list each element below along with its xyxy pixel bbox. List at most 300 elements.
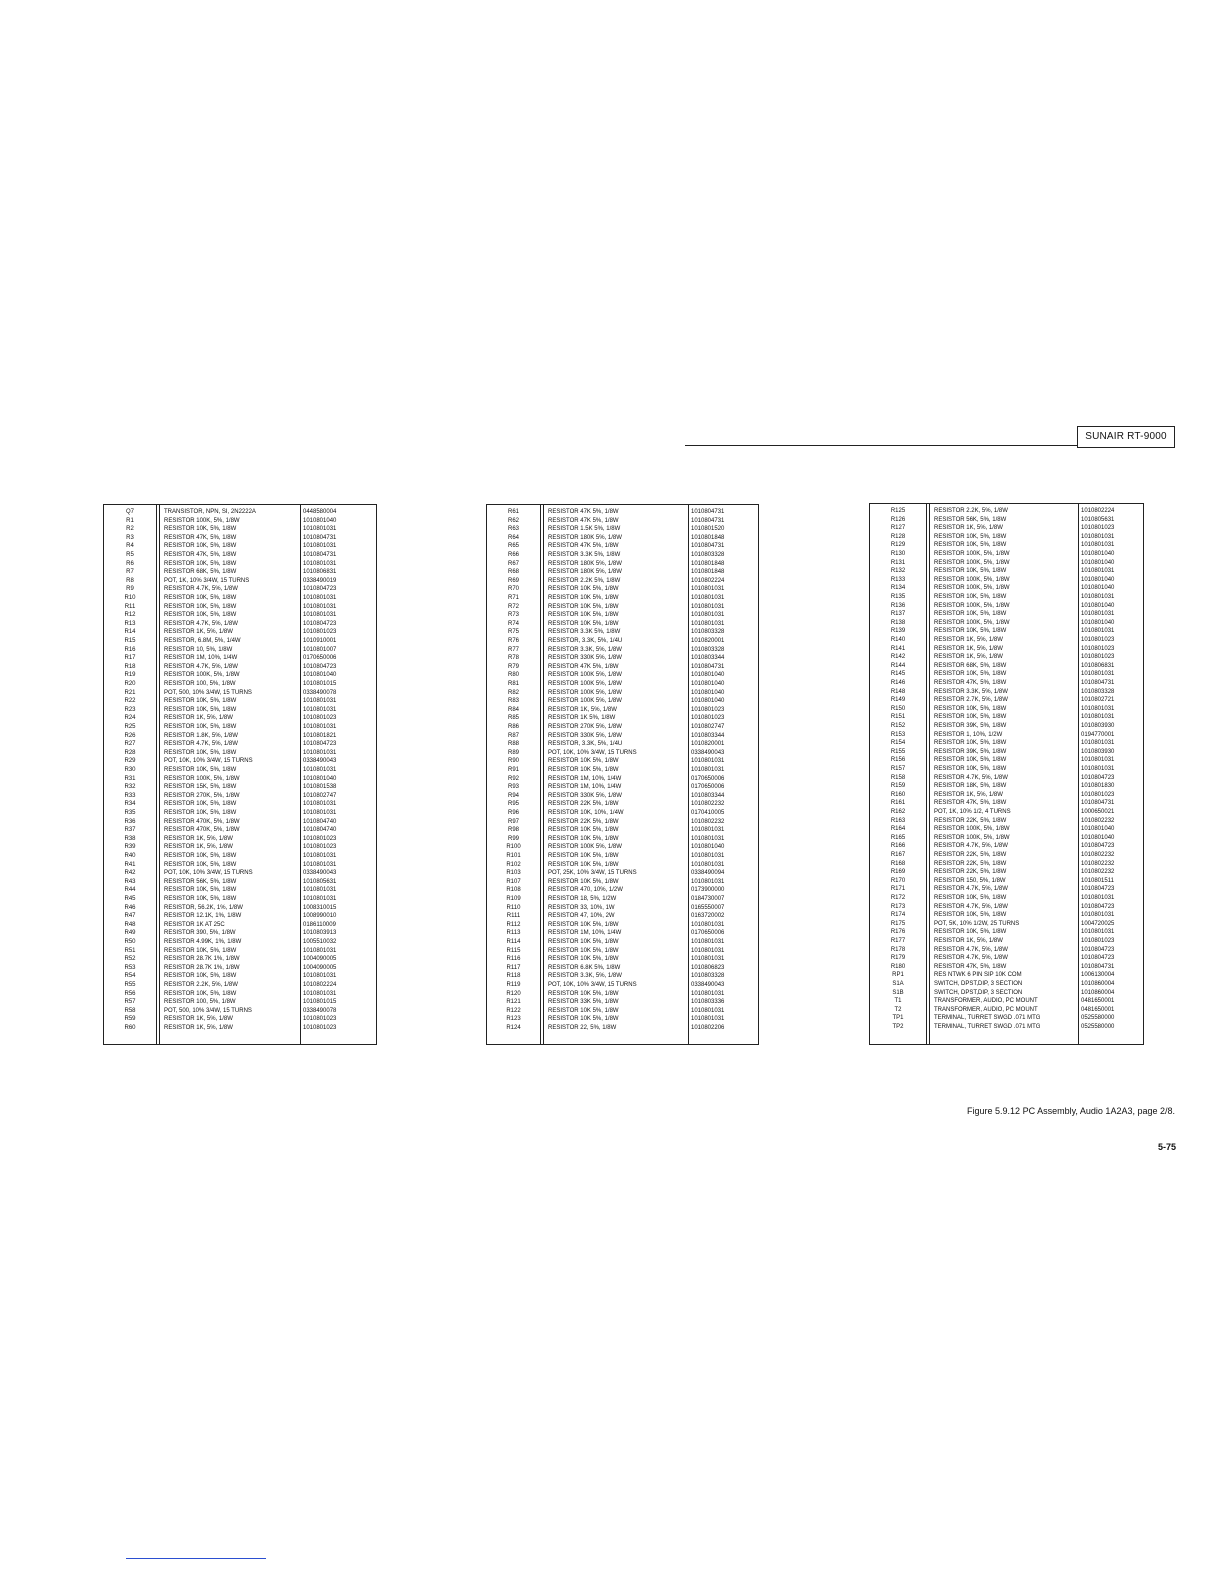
reference-designator: R44 — [124, 887, 136, 894]
part-description: RESISTOR 330K 5%, 1/8W — [548, 732, 622, 739]
reference-designator: R163 — [890, 817, 906, 824]
reference-designator: R52 — [124, 956, 136, 963]
part-description: RESISTOR 28.7K 1%, 1/8W — [164, 964, 240, 971]
part-number: 1008990010 — [303, 913, 337, 920]
part-description: RESISTOR 28.7K 1%, 1/8W — [164, 956, 240, 963]
part-description: RESISTOR 10K 5%, 1/8W — [548, 939, 619, 945]
part-description: RESISTOR 100K, 5%, 1/8W — [164, 517, 240, 524]
part-number: 1010801520 — [691, 526, 725, 533]
part-description: RESISTOR 10K 5%, 1/8W — [548, 947, 619, 954]
part-number: 1010805631 — [303, 878, 337, 885]
part-description: RESISTOR 10K 5%, 1/8W — [548, 1007, 619, 1014]
reference-designator: R178 — [890, 946, 906, 953]
part-description: RESISTOR 1M, 10%, 1/4W — [548, 784, 622, 791]
part-description: RESISTOR 4.7K, 5%, 1/8W — [164, 586, 238, 593]
reference-designator: R51 — [124, 947, 136, 954]
part-number: 1010801031 — [691, 939, 725, 945]
reference-designator: Q7 — [125, 509, 134, 515]
reference-designator: R173 — [890, 903, 906, 910]
reference-designator: R131 — [890, 559, 906, 566]
part-number: 0170650006 — [691, 930, 725, 937]
reference-designator: R144 — [890, 662, 906, 669]
part-description: RESISTOR 22, 5%, 1/8W — [548, 1025, 617, 1031]
reference-designator: R27 — [124, 741, 136, 748]
reference-designator: R75 — [507, 629, 519, 636]
part-number: 1010801031 — [691, 603, 725, 610]
part-description: RESISTOR 22K, 5%, 1/8W — [934, 869, 1007, 876]
part-number: 1010801031 — [303, 853, 337, 859]
part-description: RESISTOR 1M, 10%, 1/4W — [548, 775, 622, 782]
part-description: RESISTOR 10K, 5%, 1/8W — [164, 990, 237, 997]
part-description: RESISTOR 10K, 5%, 1/8W — [934, 895, 1007, 901]
part-description: RESISTOR 10K, 5%, 1/8W — [164, 543, 237, 550]
part-description: RESISTOR 10K, 5%, 1/8W — [934, 740, 1007, 747]
reference-designator: R172 — [890, 895, 906, 901]
part-number: 1010804731 — [691, 663, 725, 670]
part-description: RESISTOR 10K 5%, 1/8W — [548, 835, 619, 842]
part-description: RESISTOR 10K 5%, 1/8W — [548, 921, 619, 928]
part-number: 1010804731 — [1081, 963, 1115, 970]
reference-designator: R39 — [124, 844, 136, 851]
part-number: 1010804731 — [1081, 800, 1115, 807]
part-number: 0184730007 — [691, 896, 725, 902]
part-number: 1010801031 — [303, 724, 337, 730]
reference-designator: R171 — [890, 886, 906, 893]
reference-designator: R14 — [124, 629, 136, 636]
reference-designator: R140 — [890, 637, 906, 643]
reference-designator: T1 — [894, 998, 902, 1005]
part-number: 1010801015 — [303, 999, 337, 1006]
reference-designator: R43 — [124, 878, 136, 885]
reference-designator: R54 — [124, 973, 136, 980]
part-number: 1010801023 — [1081, 637, 1115, 643]
part-number: 1010801015 — [303, 681, 337, 687]
part-description: RESISTOR 47K 5%, 1/8W — [548, 663, 619, 670]
part-number: 1010801040 — [1081, 619, 1115, 626]
part-number: 1010801031 — [1081, 740, 1115, 747]
reference-designator: R130 — [890, 551, 906, 557]
part-description: RESISTOR 1K, 5%, 1/8W — [164, 1025, 233, 1031]
reference-designator: R141 — [890, 645, 906, 652]
reference-designator: R136 — [890, 602, 906, 609]
reference-designator: R41 — [124, 861, 136, 868]
part-description: RESISTOR 4.7K, 5%, 1/8W — [934, 886, 1008, 893]
part-description: RESISTOR 10K 5%, 1/8W — [548, 620, 619, 627]
reference-designator: R46 — [124, 904, 136, 911]
reference-designator: R3 — [126, 534, 134, 541]
part-description: RESISTOR 180K 5%, 1/8W — [548, 534, 622, 541]
part-number: 1010801023 — [691, 706, 725, 713]
part-number: 1010803913 — [303, 930, 337, 937]
part-number: 1010802747 — [691, 724, 725, 730]
reference-designator: RP1 — [892, 972, 904, 979]
reference-designator: R6 — [126, 560, 134, 567]
reference-designator: R45 — [124, 896, 136, 902]
part-description: RESISTOR 3.3K, 5%, 1/8W — [934, 688, 1008, 695]
part-description: RESISTOR 1K, 5%, 1/8W — [934, 654, 1003, 661]
reference-designator: R132 — [890, 568, 906, 575]
part-number: 1010803344 — [691, 792, 725, 799]
part-description: TRANSISTOR, NPN, SI, 2N2222A — [164, 509, 256, 515]
part-number: 1010801031 — [1081, 912, 1115, 919]
reference-designator: R21 — [124, 689, 136, 696]
part-description: RESISTOR 180K 5%, 1/8W — [548, 569, 622, 576]
reference-designator: R92 — [507, 775, 519, 782]
part-number: 1010801040 — [691, 698, 725, 705]
part-number: 1010801023 — [303, 1025, 337, 1031]
part-description: RESISTOR 1K, 5%, 1/8W — [164, 629, 233, 636]
reference-designator: R148 — [890, 688, 906, 695]
part-description: RESISTOR 1K, 5%, 1/8W — [548, 706, 617, 713]
part-number: 1004720025 — [1081, 920, 1115, 927]
part-description: RESISTOR 10K, 5%, 1/8W — [164, 698, 237, 705]
part-number: 1010801040 — [1081, 602, 1115, 609]
reference-designator: R32 — [124, 784, 136, 791]
part-number: 1010820001 — [691, 741, 725, 748]
reference-designator: R82 — [507, 689, 519, 696]
part-description: RESISTOR 1M, 10%, 1/4W — [548, 930, 622, 937]
reference-designator: R78 — [507, 655, 519, 662]
reference-designator: R101 — [506, 853, 521, 859]
part-description: RESISTOR 100K, 5%, 1/8W — [934, 619, 1010, 626]
reference-designator: R162 — [890, 809, 906, 815]
reference-designator: R25 — [124, 724, 136, 730]
reference-designator: R123 — [506, 1016, 521, 1023]
part-description: RESISTOR 10K 5%, 1/8W — [548, 758, 619, 765]
part-number: 1010801031 — [691, 921, 725, 928]
part-description: RESISTOR 10K, 5%, 1/8W — [934, 671, 1007, 678]
part-number: 1010802206 — [691, 1025, 725, 1031]
part-description: RESISTOR 47, 10%, 2W — [548, 913, 615, 920]
part-number: 1010801040 — [691, 672, 725, 679]
reference-designator: R169 — [890, 869, 906, 876]
part-description: RESISTOR 18, 5%, 1/2W — [548, 896, 617, 902]
reference-designator: R66 — [507, 552, 519, 558]
reference-designator: R153 — [890, 731, 906, 738]
part-description: RESISTOR 10K, 5%, 1/8W — [164, 947, 237, 954]
part-description: RESISTOR 1K AT 25C — [164, 921, 225, 928]
part-description: RESISTOR 10K 5%, 1/8W — [548, 767, 619, 773]
part-description: RESISTOR 4.7K, 5%, 1/8W — [164, 741, 238, 748]
part-description: RESISTOR 1K, 5%, 1/8W — [934, 525, 1003, 532]
reference-designator: R4 — [126, 543, 134, 550]
reference-designator: R18 — [124, 663, 136, 670]
reference-designator: R152 — [890, 723, 906, 729]
reference-designator: R158 — [890, 774, 906, 781]
part-description: RESISTOR 47K, 5%, 1/8W — [934, 800, 1007, 807]
part-number: 1010801023 — [1081, 654, 1115, 661]
part-number: 0481650001 — [1081, 1006, 1115, 1013]
part-description: RESISTOR 12.1K, 1%, 1/8W — [164, 913, 242, 920]
part-description: POT, 1K, 10% 3/4W, 15 TURNS — [164, 577, 250, 584]
part-description: RESISTOR 10K 5%, 1/8W — [548, 595, 619, 601]
part-number: 1010801031 — [1081, 671, 1115, 678]
part-number: 1010801031 — [303, 973, 337, 980]
reference-designator: R70 — [507, 586, 519, 593]
part-number: 1010802224 — [303, 982, 337, 988]
part-description: POT, 500, 10% 3/4W, 15 TURNS — [164, 689, 252, 696]
part-description: RESISTOR 100K 5%, 1/8W — [548, 844, 622, 851]
part-number: 1010801848 — [691, 569, 725, 576]
reference-designator: R176 — [890, 929, 906, 936]
reference-designator: R77 — [507, 646, 519, 653]
part-number: 1010804740 — [303, 827, 337, 834]
part-description: RESISTOR 100K, 5%, 1/8W — [934, 834, 1010, 841]
part-number: 1010801031 — [1081, 611, 1115, 618]
part-description: RESISTOR 1K, 5%, 1/8W — [164, 835, 233, 842]
part-number: 1010804731 — [303, 552, 337, 558]
part-description: RESISTOR 10K, 5%, 1/8W — [164, 595, 237, 601]
part-description: RESISTOR 56K, 5%, 1/8W — [164, 878, 237, 885]
part-number: 1010801031 — [691, 1007, 725, 1014]
part-number: 0170650006 — [303, 655, 337, 662]
part-description: RESISTOR 47K, 5%, 1/8W — [934, 963, 1007, 970]
part-number: 1010804731 — [1081, 680, 1115, 686]
part-description: RESISTOR 1K, 5%, 1/8W — [934, 791, 1003, 798]
part-description: RESISTOR 10K, 5%, 1/8W — [164, 801, 237, 808]
part-number: 1010801040 — [691, 689, 725, 696]
reference-designator: R22 — [124, 698, 136, 705]
part-number: 1010801031 — [1081, 766, 1115, 772]
part-number: 0525580000 — [1081, 1024, 1115, 1030]
part-description: RESISTOR 3.3K, 5%, 1/8W — [548, 646, 622, 653]
part-description: RESISTOR 47K 5%, 1/8W — [548, 517, 619, 524]
part-description: RESISTOR 100K, 5%, 1/8W — [934, 551, 1010, 557]
part-number: 0338490043 — [691, 749, 725, 756]
part-number: 1010860004 — [1081, 989, 1115, 996]
part-description: RESISTOR 10K 5%, 1/8W — [548, 861, 619, 868]
reference-designator: R58 — [124, 1007, 136, 1014]
part-description: RESISTOR 2.7K, 5%, 1/8W — [934, 697, 1008, 704]
part-number: 1010801031 — [303, 603, 337, 610]
part-description: SWITCH, DPST,DIP, 3 SECTION — [934, 989, 1023, 996]
part-description: RESISTOR 18K, 5%, 1/8W — [934, 783, 1007, 790]
part-number: 1010801031 — [1081, 533, 1115, 540]
part-number: 1010801031 — [303, 526, 337, 533]
reference-designator: R94 — [507, 792, 519, 799]
reference-designator: R150 — [890, 705, 906, 712]
part-description: RESISTOR 10K, 5%, 1/8W — [934, 568, 1007, 575]
reference-designator: R16 — [124, 646, 136, 653]
part-description: RESISTOR 100K, 5%, 1/8W — [934, 826, 1010, 833]
part-number: 1010802224 — [691, 577, 725, 584]
part-number: 1010804723 — [1081, 843, 1115, 850]
part-description: RESISTOR 47K, 5%, 1/8W — [934, 680, 1007, 686]
reference-designator: R127 — [890, 525, 906, 532]
part-description: RESISTOR 10K 5%, 1/8W — [548, 612, 619, 619]
part-number: 1010801031 — [691, 620, 725, 627]
reference-designator: R26 — [124, 732, 136, 739]
part-description: RESISTOR 270K, 5%, 1/8W — [164, 792, 240, 799]
part-description: RESISTOR 10K, 5%, 1/8W — [164, 526, 237, 533]
part-description: RESISTOR 4.7K, 5%, 1/8W — [934, 903, 1008, 910]
reference-designator: R96 — [507, 810, 519, 816]
part-description: RESISTOR 56K, 5%, 1/8W — [934, 516, 1007, 523]
part-number: 1010802721 — [1081, 697, 1115, 704]
part-description: RESISTOR 3.3K 5%, 1/8W — [548, 552, 621, 558]
part-number: 1010801031 — [303, 990, 337, 997]
reference-designator: R30 — [124, 767, 136, 773]
reference-designator: R126 — [890, 516, 906, 523]
part-description: RESISTOR 39K, 5%, 1/8W — [934, 723, 1007, 729]
part-description: RESISTOR 10K, 10%, 1/4W — [548, 810, 624, 816]
part-description: RESISTOR 100K 5%, 1/8W — [548, 689, 622, 696]
part-description: RESISTOR 1K, 5%, 1/8W — [164, 1016, 233, 1023]
part-number: 1010804740 — [303, 818, 337, 825]
part-number: 1010801040 — [1081, 585, 1115, 592]
part-number: 1010802232 — [1081, 817, 1115, 824]
reference-designator: R48 — [124, 921, 136, 928]
reference-designator: R71 — [507, 595, 519, 601]
reference-designator: R1 — [126, 517, 134, 524]
part-description: RESISTOR 33K 5%, 1/8W — [548, 999, 619, 1006]
part-description: RESISTOR 100K, 5%, 1/8W — [164, 672, 240, 679]
part-number: 1010806823 — [691, 964, 725, 971]
part-number: 1010801023 — [303, 844, 337, 851]
reference-designator: R31 — [124, 775, 136, 782]
reference-designator: R49 — [124, 930, 136, 937]
reference-designator: R53 — [124, 964, 136, 971]
part-description: RES NTWK 6 PIN SIP 10K COM — [934, 972, 1022, 979]
part-number: 0338490078 — [303, 1007, 337, 1014]
part-number: 1010801040 — [1081, 834, 1115, 841]
reference-designator: R146 — [890, 680, 906, 686]
part-description: RESISTOR 3.3K 5%, 1/8W — [548, 629, 621, 636]
reference-designator: R159 — [890, 783, 906, 790]
part-number: 1010801031 — [691, 612, 725, 619]
part-description: RESISTOR 10K, 5%, 1/8W — [164, 810, 237, 816]
part-description: RESISTOR 100K, 5%, 1/8W — [934, 585, 1010, 592]
part-number: 1010801031 — [303, 810, 337, 816]
reference-designator: R85 — [507, 715, 519, 722]
part-number: 1010804723 — [1081, 886, 1115, 893]
part-number: 1010801031 — [691, 956, 725, 963]
part-number: 1010801031 — [691, 1016, 725, 1023]
part-number: 1010806831 — [303, 569, 337, 576]
reference-designator: R170 — [890, 877, 906, 884]
part-description: RESISTOR 68K, 5%, 1/8W — [164, 569, 237, 576]
part-number: 1004090005 — [303, 964, 337, 971]
part-description: RESISTOR 33, 10%, 1W — [548, 904, 615, 911]
part-number: 1010801031 — [691, 853, 725, 859]
part-description: RESISTOR 10K, 5%, 1/8W — [934, 912, 1007, 919]
part-number: 1010801031 — [691, 758, 725, 765]
part-number: 1010801031 — [303, 749, 337, 756]
reference-designator: R107 — [506, 878, 521, 885]
part-number: 1010802232 — [691, 818, 725, 825]
reference-designator: R114 — [506, 939, 521, 945]
part-number: 1010801848 — [691, 534, 725, 541]
parts-table-1 — [103, 504, 377, 1045]
part-description: RESISTOR 10K, 5%, 1/8W — [934, 929, 1007, 936]
part-number: 1010801031 — [303, 861, 337, 868]
part-description: RESISTOR 100K 5%, 1/8W — [548, 681, 622, 687]
reference-designator: R174 — [890, 912, 906, 919]
part-description: RESISTOR 10K, 5%, 1/8W — [934, 766, 1007, 772]
reference-designator: R29 — [124, 758, 136, 765]
part-description: RESISTOR 22K 5%, 1/8W — [548, 818, 619, 825]
reference-designator: R86 — [507, 724, 519, 730]
part-number: 1010803328 — [1081, 688, 1115, 695]
part-number: 1010801031 — [691, 586, 725, 593]
part-number: 1010801040 — [303, 672, 337, 679]
reference-designator: R55 — [124, 982, 136, 988]
part-description: RESISTOR 39K, 5%, 1/8W — [934, 748, 1007, 755]
reference-designator: R38 — [124, 835, 136, 842]
part-number: 0170410005 — [691, 810, 725, 816]
reference-designator: R5 — [126, 552, 134, 558]
part-number: 1010802232 — [1081, 852, 1115, 858]
reference-designator: R8 — [126, 577, 134, 584]
part-number: 1010801511 — [1081, 877, 1114, 884]
part-number: 1010801023 — [303, 715, 337, 722]
part-number: 1010820001 — [691, 638, 725, 644]
reference-designator: R154 — [890, 740, 906, 747]
part-description: RESISTOR 1, 10%, 1/2W — [934, 731, 1003, 738]
reference-designator: S1B — [892, 989, 904, 996]
part-number: 0165550007 — [691, 904, 725, 911]
part-description: SWITCH, DPST,DIP, 3 SECTION — [934, 981, 1023, 987]
part-number: 1010802232 — [1081, 869, 1115, 876]
part-number: 1010804723 — [1081, 955, 1115, 962]
part-description: RESISTOR 330K 5%, 1/8W — [548, 655, 622, 662]
reference-designator: R61 — [507, 509, 519, 515]
reference-designator: R10 — [124, 595, 136, 601]
part-number: 1010801040 — [303, 775, 337, 782]
part-description: RESISTOR 10K, 5%, 1/8W — [934, 594, 1007, 600]
reference-designator: R83 — [507, 698, 519, 705]
part-number: 1010801031 — [1081, 568, 1115, 575]
reference-designator: R69 — [507, 577, 519, 584]
reference-designator: R161 — [890, 800, 906, 807]
reference-designator: R93 — [507, 784, 519, 791]
part-number: 1010803328 — [691, 646, 725, 653]
part-number: 1010801023 — [1081, 525, 1115, 532]
part-description: RESISTOR 47K 5%, 1/8W — [548, 543, 619, 550]
part-number: 0186110009 — [303, 921, 336, 928]
part-number: 1010801031 — [691, 827, 725, 834]
part-description: RESISTOR 22K, 5%, 1/8W — [934, 817, 1007, 824]
part-number: 1006130004 — [1081, 972, 1115, 979]
reference-designator: R2 — [126, 526, 134, 533]
part-number: 1010806831 — [1081, 662, 1115, 669]
part-description: RESISTOR 10K, 5%, 1/8W — [934, 714, 1007, 721]
reference-designator: R62 — [507, 517, 519, 524]
part-description: RESISTOR 1K, 5%, 1/8W — [164, 715, 233, 722]
part-number: 1010801031 — [303, 612, 337, 619]
part-description: RESISTOR 10K, 5%, 1/8W — [934, 705, 1007, 712]
page-number: 5-75 — [1157, 1142, 1176, 1152]
part-number: 1010801023 — [691, 715, 725, 722]
part-number: 1010801031 — [303, 801, 337, 808]
part-number: 1010804723 — [1081, 946, 1115, 953]
reference-designator: R142 — [890, 654, 906, 661]
part-number: 1010804723 — [303, 620, 337, 627]
part-number: 1010803930 — [1081, 723, 1115, 729]
part-description: RESISTOR 1M, 10%, 1/4W — [164, 655, 238, 662]
part-description: POT, 1K, 10% 1/2, 4 TURNS — [934, 809, 1011, 815]
reference-designator: R15 — [124, 638, 136, 644]
part-description: RESISTOR 10K, 5%, 1/8W — [164, 612, 237, 619]
part-number: 0338490019 — [303, 577, 337, 584]
reference-designator: R112 — [506, 921, 521, 928]
header-rule — [685, 445, 1077, 446]
part-number: 1010801031 — [1081, 628, 1115, 635]
part-description: TRANSFORMER, AUDIO, PC MOUNT — [934, 1006, 1038, 1013]
reference-designator: R134 — [890, 585, 906, 592]
reference-designator: R37 — [124, 827, 136, 834]
part-number: 1010801040 — [691, 844, 725, 851]
